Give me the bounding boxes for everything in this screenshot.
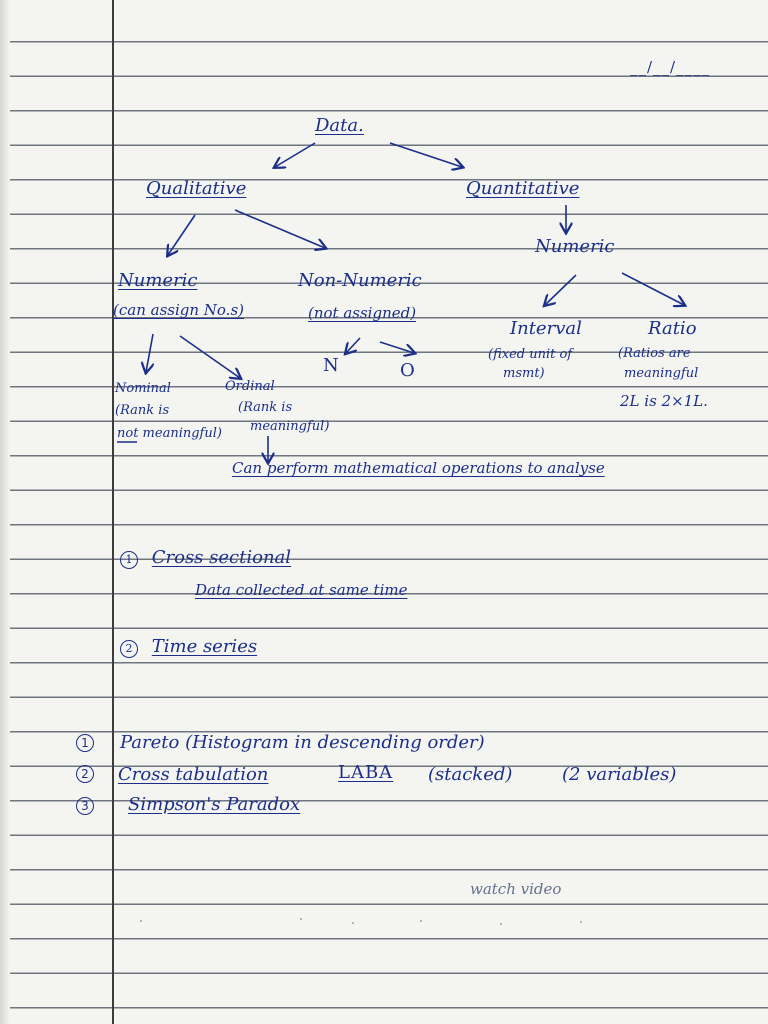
tree-node-ratio: Ratio: [648, 318, 697, 339]
list-bullet-3: 3: [76, 797, 94, 815]
ordinal-note-2: meaningful): [250, 419, 330, 434]
interval-note-1: (fixed unit of: [488, 347, 573, 362]
arrow-data-to-quantitative: [390, 143, 462, 167]
nominal-note-2: not meaningful): [117, 426, 222, 441]
interval-note-2: msmt): [503, 366, 545, 381]
footer-watch-video: watch video: [470, 880, 562, 898]
data-type-2-title: Time series: [151, 636, 258, 657]
ratio-note-3: 2L is 2×1L.: [620, 392, 708, 410]
tree-root-data: Data.: [315, 115, 364, 136]
data-type-1: [120, 549, 291, 569]
ordinal-note-1: (Rank is: [238, 400, 293, 415]
tree-node-interval: Interval: [510, 318, 582, 339]
tree-node-numeric-qual: Numeric: [118, 270, 198, 291]
tree-node-non-numeric: Non-Numeric: [298, 270, 422, 291]
data-type-1-desc: Data collected at same time: [195, 581, 408, 599]
list-item-cross-tabulation: Cross tabulation: [118, 764, 269, 785]
arrow-numeric-to-interval: [545, 275, 576, 305]
math-operations-note: Can perform mathematical operations to analyse: [232, 459, 605, 477]
data-type-2: [120, 638, 257, 658]
arrow-nonnumeric-to-n: [346, 338, 360, 353]
arrow-qual-to-nonnumeric: [235, 210, 325, 248]
list-bullet-2: 2: [76, 765, 94, 783]
stacked-bar-glyph: LABA: [338, 762, 394, 783]
arrow-qual-to-numeric: [168, 215, 195, 255]
speck: [140, 920, 142, 922]
number-circle-2: 2: [120, 640, 138, 658]
arrow-nonnumeric-to-o: [380, 342, 414, 353]
nominal-note-1: (Rank is: [115, 403, 170, 418]
list-bullet-1: 1: [76, 734, 94, 752]
list-item-simpsons-paradox: Simpson's Paradox: [128, 794, 301, 815]
tree-node-numeric-quant: Numeric: [535, 236, 615, 257]
speck: [352, 922, 354, 924]
speck: [580, 921, 582, 923]
tree-node-quantitative: Quantitative: [466, 178, 580, 199]
tree-node-nominal: Nominal: [115, 381, 171, 396]
arrow-numeric-to-ordinal: [180, 336, 240, 378]
ratio-note-1: (Ratios are: [618, 346, 691, 361]
cross-tab-extra-variables: (2 variables): [562, 764, 677, 785]
ordinal-o-label: O: [400, 360, 415, 381]
data-type-1-title: Cross sectional: [151, 547, 292, 568]
nominal-n-label: N: [323, 355, 339, 376]
cross-tab-extra-stacked: (stacked): [428, 764, 513, 785]
list-item-pareto: Pareto (Histogram in descending order): [120, 732, 485, 753]
date-placeholder: __/__/____: [630, 58, 711, 76]
speck: [300, 918, 302, 920]
ratio-note-2: meaningful: [624, 366, 699, 381]
speck: [420, 920, 422, 922]
tree-node-ordinal: Ordinal: [225, 379, 275, 394]
speck: [500, 923, 502, 925]
arrow-data-to-qualitative: [275, 143, 315, 167]
numeric-qual-note: (can assign No.s): [113, 301, 245, 319]
number-circle-1: 1: [120, 551, 138, 569]
non-numeric-note: (not assigned): [308, 304, 417, 322]
tree-node-qualitative: Qualitative: [146, 178, 247, 199]
arrow-numeric-to-nominal: [146, 334, 153, 372]
arrow-numeric-to-ratio: [622, 273, 684, 305]
